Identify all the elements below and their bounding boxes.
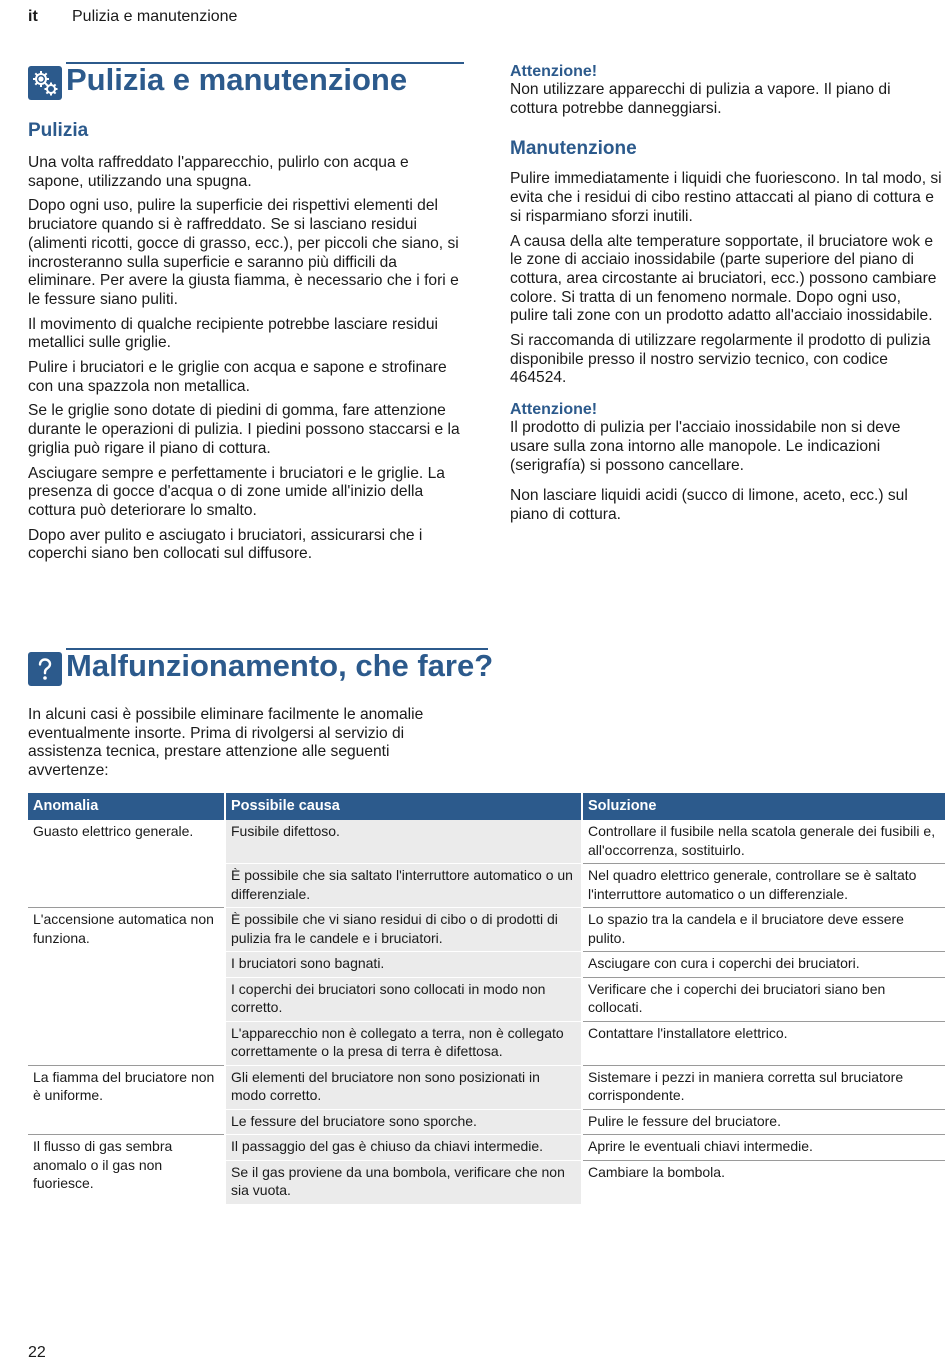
solution-cell: Contattare l'installatore elettrico. (582, 1021, 945, 1065)
paragraph: Il movimento di qualche recipiente potrebbe lasciare residui metallici sulle griglie. (28, 315, 438, 352)
section-title: Pulizia e manutenzione (66, 62, 408, 97)
cause-cell: Fusibile difettoso. (225, 820, 582, 864)
paragraph: Asciugare sempre e perfettamente i bruciatori e le griglie. La presenza di gocce d'acqua o di zone umide all'inizio della cottura può deteriorare lo smalto. (28, 464, 445, 519)
cause-cell: I coperchi dei bruciatori sono collocati in modo non corretto. (225, 977, 582, 1021)
maintenance-text (510, 170, 942, 388)
cause-cell: L'apparecchio non è collegato a terra, non è collegato correttamente o la presa di terra è difettosa. (225, 1021, 582, 1065)
cleaning-text (28, 154, 464, 564)
solution-cell: Sistemare i pezzi in maniera corretta sul bruciatore corrispondente. (582, 1065, 945, 1109)
table-row (28, 1065, 945, 1109)
paragraph: Si raccomanda di utilizzare regolarmente il prodotto di pulizia disponibile presso il nostro servizio tecnico, con codice 464524. (510, 332, 931, 387)
cause-cell: È possibile che vi siano residui di cibo o di prodotti di pulizia fra le candele e i bruciatori. (225, 908, 582, 952)
language-code: it (28, 8, 38, 25)
anomaly-cell: Il flusso di gas sembra anomalo o il gas non fuoriesce. (33, 1138, 173, 1191)
paragraph: A causa della alte temperature sopportate, il bruciatore wok e le zone di acciaio inossidabile (parte superiore del piano di cottura, area circostante ai bruciatori, ecc.) possono cambiare colore. Si tratta di un fenomeno normale. Dopo ogni uso, pulire tali zone con un prodotto adatto all'acciaio inossidabile. (510, 232, 937, 325)
warning-label: Attenzione! (510, 63, 598, 80)
cause-cell: È possibile che sia saltato l'interruttore automatico o un differenziale. (225, 864, 582, 908)
cause-cell: Se il gas proviene da una bombola, verificare che non sia vuota. (225, 1160, 582, 1204)
anomaly-cell: L'accensione automatica non funziona. (28, 908, 225, 1066)
solution-cell: Lo spazio tra la candela e il bruciatore deve essere pulito. (582, 908, 945, 952)
solution-cell: Verificare che i coperchi dei bruciatori siano ben collocati. (582, 977, 945, 1021)
solution-cell: Asciugare con cura i coperchi dei bruciatori. (582, 952, 945, 978)
subheading-cleaning: Pulizia (28, 120, 89, 141)
solution-cell: Nel quadro elettrico generale, controllare se è saltato l'interruttore automatico o un differenziale. (582, 864, 945, 908)
cause-cell: Gli elementi del bruciatore non sono posizionati in modo corretto. (225, 1065, 582, 1109)
solution-cell: Controllare il fusibile nella scatola generale dei fusibili e, all'occorrenza, sostituirlo. (582, 820, 945, 864)
solution-cell: Cambiare la bombola. (582, 1160, 945, 1204)
page-header (28, 8, 238, 26)
section-heading-troubleshooting (66, 648, 494, 690)
solution-cell: Pulire le fessure del bruciatore. (582, 1109, 945, 1135)
warning-label: Attenzione! (510, 401, 598, 419)
table-row (28, 908, 945, 952)
paragraph: Dopo aver pulito e asciugato i bruciatori, assicurarsi che i coperchi siano ben collocati sul diffusore. (28, 526, 423, 563)
table-row (28, 1135, 945, 1161)
left-column (28, 62, 464, 564)
column-header-solution: Soluzione (582, 793, 945, 820)
table-header-row (28, 793, 945, 820)
section-heading-cleaning (66, 62, 464, 104)
column-header-anomaly: Anomalia (28, 793, 225, 820)
final-note: Non lasciare liquidi acidi (succo di limone, aceto, ecc.) sul piano di cottura. (510, 487, 908, 523)
header-title: Pulizia e manutenzione (72, 8, 238, 25)
anomaly-cell: La fiamma del bruciatore non è uniforme. (28, 1065, 225, 1135)
cause-cell: Il passaggio del gas è chiuso da chiavi intermedie. (225, 1135, 582, 1161)
troubleshooting-table (28, 793, 945, 1205)
warning-text: Non utilizzare apparecchi di pulizia a vapore. Il piano di cottura potrebbe danneggiarsi. (510, 81, 891, 117)
column-header-cause: Possibile causa (225, 793, 582, 820)
paragraph: Pulire immediatamente i liquidi che fuoriescono. In tal modo, si evita che i residui di cibo restino attaccati al piano di cottura e si risparmiano sforzi inutili. (510, 170, 942, 225)
warning-text: Il prodotto di pulizia per l'acciaio inossidabile non si deve usare sulla zona intorno alle manopole. Le indicazioni (serigrafía) si possono cancellare. (510, 419, 901, 474)
table-row (28, 820, 945, 864)
page-number: 22 (28, 1344, 46, 1361)
question-icon (28, 652, 62, 686)
troubleshooting-intro: In alcuni casi è possibile eliminare facilmente le anomalie eventualmente insorte. Prima di rivolgersi al servizio di assistenza tecnica, prestare attenzione alle seguenti avvertenze: (28, 706, 424, 780)
anomaly-cell: Guasto elettrico generale. (28, 820, 225, 908)
cause-cell: I bruciatori sono bagnati. (225, 952, 582, 978)
section-title: Malfunzionamento, che fare? (66, 648, 494, 683)
paragraph: Se le griglie sono dotate di piedini di gomma, fare attenzione durante le operazioni di pulizia. I piedini possono staccarsi e la griglia può rigare il piano di cottura. (28, 402, 460, 457)
solution-cell: Aprire le eventuali chiavi intermedie. (582, 1135, 945, 1161)
subheading-maintenance: Manutenzione (510, 138, 637, 160)
gears-icon (28, 66, 62, 100)
paragraph: Pulire i bruciatori e le griglie con acqua e sapone e strofinare con una spazzola non metallica. (28, 359, 447, 395)
troubleshooting-section (28, 648, 494, 781)
paragraph: Una volta raffreddato l'apparecchio, pulirlo con acqua e sapone, utilizzando una spugna. (28, 154, 409, 190)
cause-cell: Le fessure del bruciatore sono sporche. (225, 1109, 582, 1135)
paragraph: Dopo ogni uso, pulire la superficie dei rispettivi elementi del bruciatore quando si è raffreddato. Se si lasciano residui (alimenti ricotti, gocce di grasso, ecc.), per piccoli che siano, si incrosteranno sulla superficie e saranno più difficili da eliminare. Per avere la giusta fiamma, è necessario che i fori e le fessure siano puliti. (28, 197, 459, 308)
right-column (510, 62, 942, 525)
